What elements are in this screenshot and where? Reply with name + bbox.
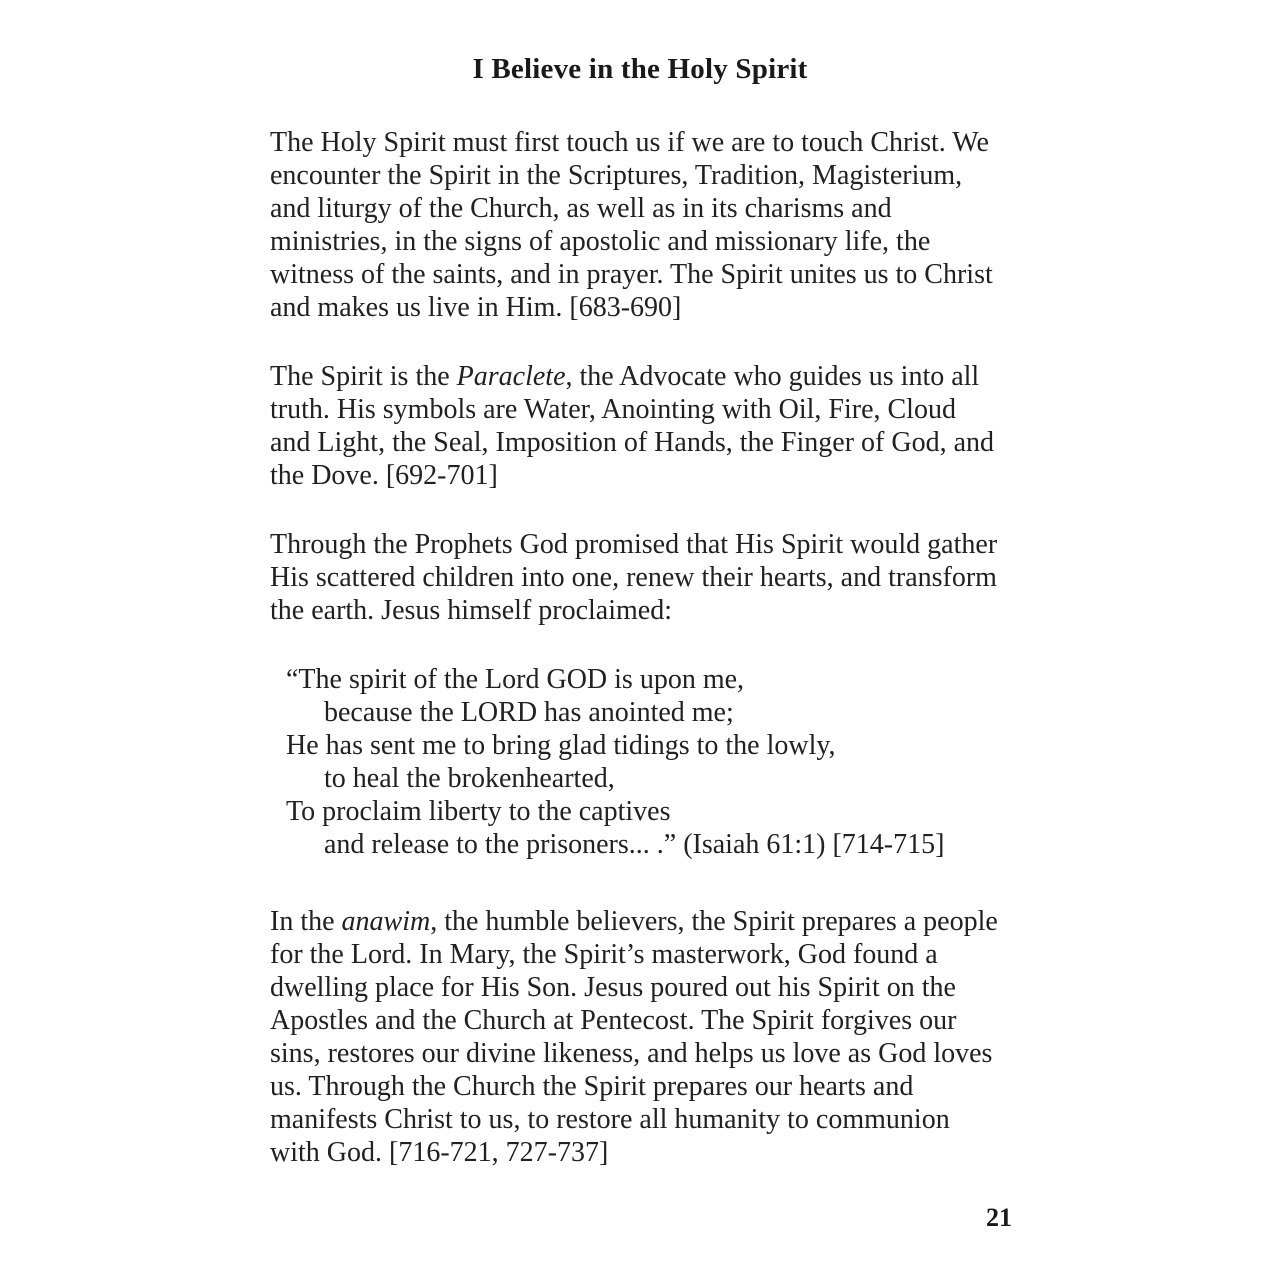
text-line xyxy=(270,905,1030,938)
text-segment: witness of the saints, and in prayer. The Spirit unites us to Christ xyxy=(270,259,993,290)
text-segment: for the Lord. In Mary, the Spirit’s masterwork, God found a xyxy=(270,939,938,970)
scripture-quote xyxy=(270,663,1030,861)
paragraph xyxy=(270,360,1030,492)
text-segment: dwelling place for His Son. Jesus poured out his Spirit on the xyxy=(270,972,956,1003)
text-segment: He has sent me to bring glad tidings to the lowly, xyxy=(286,730,836,761)
text-segment: encounter the Spirit in the Scriptures, Tradition, Magisterium, xyxy=(270,160,963,191)
text-line xyxy=(270,393,1030,426)
page-title: I Believe in the Holy Spirit xyxy=(472,53,808,85)
text-content xyxy=(270,126,1030,1205)
text-segment: because the LORD has anointed me; xyxy=(324,697,734,728)
text-segment: truth. His symbols are Water, Anointing with Oil, Fire, Cloud xyxy=(270,394,956,425)
text-line xyxy=(270,696,1030,729)
text-line xyxy=(270,1070,1030,1103)
text-segment: The Spirit is the xyxy=(270,361,457,392)
text-segment: manifests Christ to us, to restore all humanity to communion xyxy=(270,1104,950,1135)
text-line xyxy=(270,1004,1030,1037)
text-line xyxy=(270,426,1030,459)
text-segment: In the xyxy=(270,906,342,937)
text-line xyxy=(270,828,1030,861)
text-line xyxy=(270,561,1030,594)
text-segment: to heal the brokenhearted, xyxy=(324,763,615,794)
text-segment: Through the Prophets God promised that His Spirit would gather xyxy=(270,529,998,560)
italic-text: anawim xyxy=(341,906,431,937)
text-segment: , the humble believers, the Spirit prepares a people xyxy=(430,906,998,937)
text-line xyxy=(270,1037,1030,1070)
text-line xyxy=(270,1136,1030,1169)
text-segment: us. Through the Church the Spirit prepares our hearts and xyxy=(270,1071,914,1102)
text-segment: and release to the prisoners... .” (Isaiah 61:1) [714-715] xyxy=(324,829,945,860)
text-segment: the earth. Jesus himself proclaimed: xyxy=(270,595,672,626)
text-line xyxy=(270,795,1030,828)
text-segment: The Holy Spirit must first touch us if we are to touch Christ. We xyxy=(270,127,989,158)
text-line xyxy=(270,258,1030,291)
text-line xyxy=(270,225,1030,258)
text-line xyxy=(270,192,1030,225)
text-line xyxy=(270,729,1030,762)
text-segment: and makes us live in Him. [683-690] xyxy=(270,292,682,323)
text-line xyxy=(270,126,1030,159)
text-line xyxy=(270,938,1030,971)
text-line xyxy=(270,291,1030,324)
text-segment: ministries, in the signs of apostolic and missionary life, the xyxy=(270,226,931,257)
text-line xyxy=(270,528,1030,561)
text-line xyxy=(270,1103,1030,1136)
italic-text: Paraclete xyxy=(456,361,566,392)
text-segment: the Dove. [692-701] xyxy=(270,460,498,491)
text-line xyxy=(270,971,1030,1004)
paragraph xyxy=(270,126,1030,324)
text-segment: To proclaim liberty to the captives xyxy=(286,796,671,827)
text-line xyxy=(270,360,1030,393)
text-segment: and Light, the Seal, Imposition of Hands, the Finger of God, and xyxy=(270,427,994,458)
text-segment: , the Advocate who guides us into all xyxy=(565,361,980,392)
paragraph xyxy=(270,905,1030,1169)
text-segment: “The spirit of the Lord GOD is upon me, xyxy=(286,664,745,695)
text-line xyxy=(270,459,1030,492)
page-number: 21 xyxy=(986,1203,1012,1232)
text-line xyxy=(270,663,1030,696)
text-line xyxy=(270,762,1030,795)
text-line xyxy=(270,159,1030,192)
text-segment: sins, restores our divine likeness, and helps us love as God loves xyxy=(270,1038,993,1069)
text-line xyxy=(270,594,1030,627)
text-segment: and liturgy of the Church, as well as in its charisms and xyxy=(270,193,892,224)
text-segment: His scattered children into one, renew their hearts, and transform xyxy=(270,562,997,593)
text-segment: Apostles and the Church at Pentecost. The Spirit forgives our xyxy=(270,1005,957,1036)
text-segment: with God. [716-721, 727-737] xyxy=(270,1137,609,1168)
paragraph xyxy=(270,528,1030,627)
